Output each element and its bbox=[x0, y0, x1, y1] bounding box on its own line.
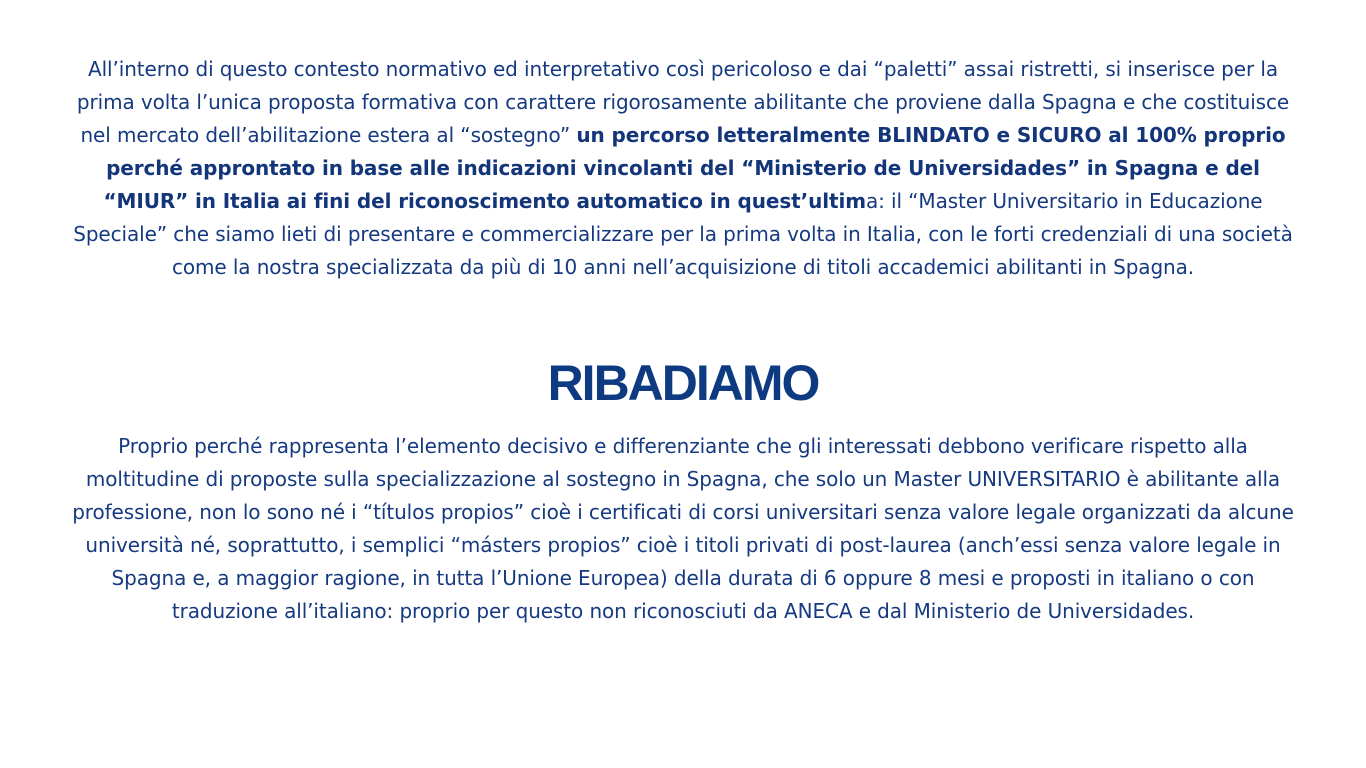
intro-bold-text: un percorso letteralmente BLINDATO e SICURO al 100% proprio perché approntato in base alle indicazioni vincolanti del “Ministerio de Universidades” in Spagna e del “MIUR” in Italia ai fini del riconoscimento automatico in quest’ultim bbox=[103, 123, 1286, 213]
intro-paragraph bbox=[72, 53, 1294, 284]
body-paragraph: Proprio perché rappresenta l’elemento decisivo e differenziante che gli interessati debbono verificare rispetto alla moltitudine di proposte sulla specializzazione al sostegno in Spagna, che solo un Master UNIVERSITARIO è abilitante alla professione, non lo sono né i “títulos propios” cioè i certificati di corsi universitari senza valore legale organizzati da alcune università né, soprattutto, i semplici “másters propios” cioè i titoli privati di post-laurea (anch’essi senza valore legale in Spagna e, a maggior ragione, in tutta l’Unione Europea) della durata di 6 oppure 8 mesi e proposti in italiano o con traduzione all’italiano: proprio per questo non riconosciuti da ANECA e dal Ministerio de Universidades. bbox=[72, 434, 1294, 623]
intro-text-after: a: il “Master Universitario in Educazione Speciale” che siamo lieti di presentare e commercializzare per la prima volta in Italia, con le forti credenziali di una società come la nostra specializzata da più di 10 anni nell’acquisizione di titoli accademici abilitanti in Spagna. bbox=[73, 189, 1293, 279]
section-heading: RIBADIAMO bbox=[547, 355, 819, 411]
intro-text-before: All’interno di questo contesto normativo ed interpretativo così pericoloso e dai “paletti” assai ristretti, si inserisce per la prima volta l’unica proposta formativa con carattere rigorosamente abilitante che proviene dalla Spagna e che costituisce nel mercato dell’abilitazione estera al “sostegno” bbox=[76, 57, 1290, 147]
